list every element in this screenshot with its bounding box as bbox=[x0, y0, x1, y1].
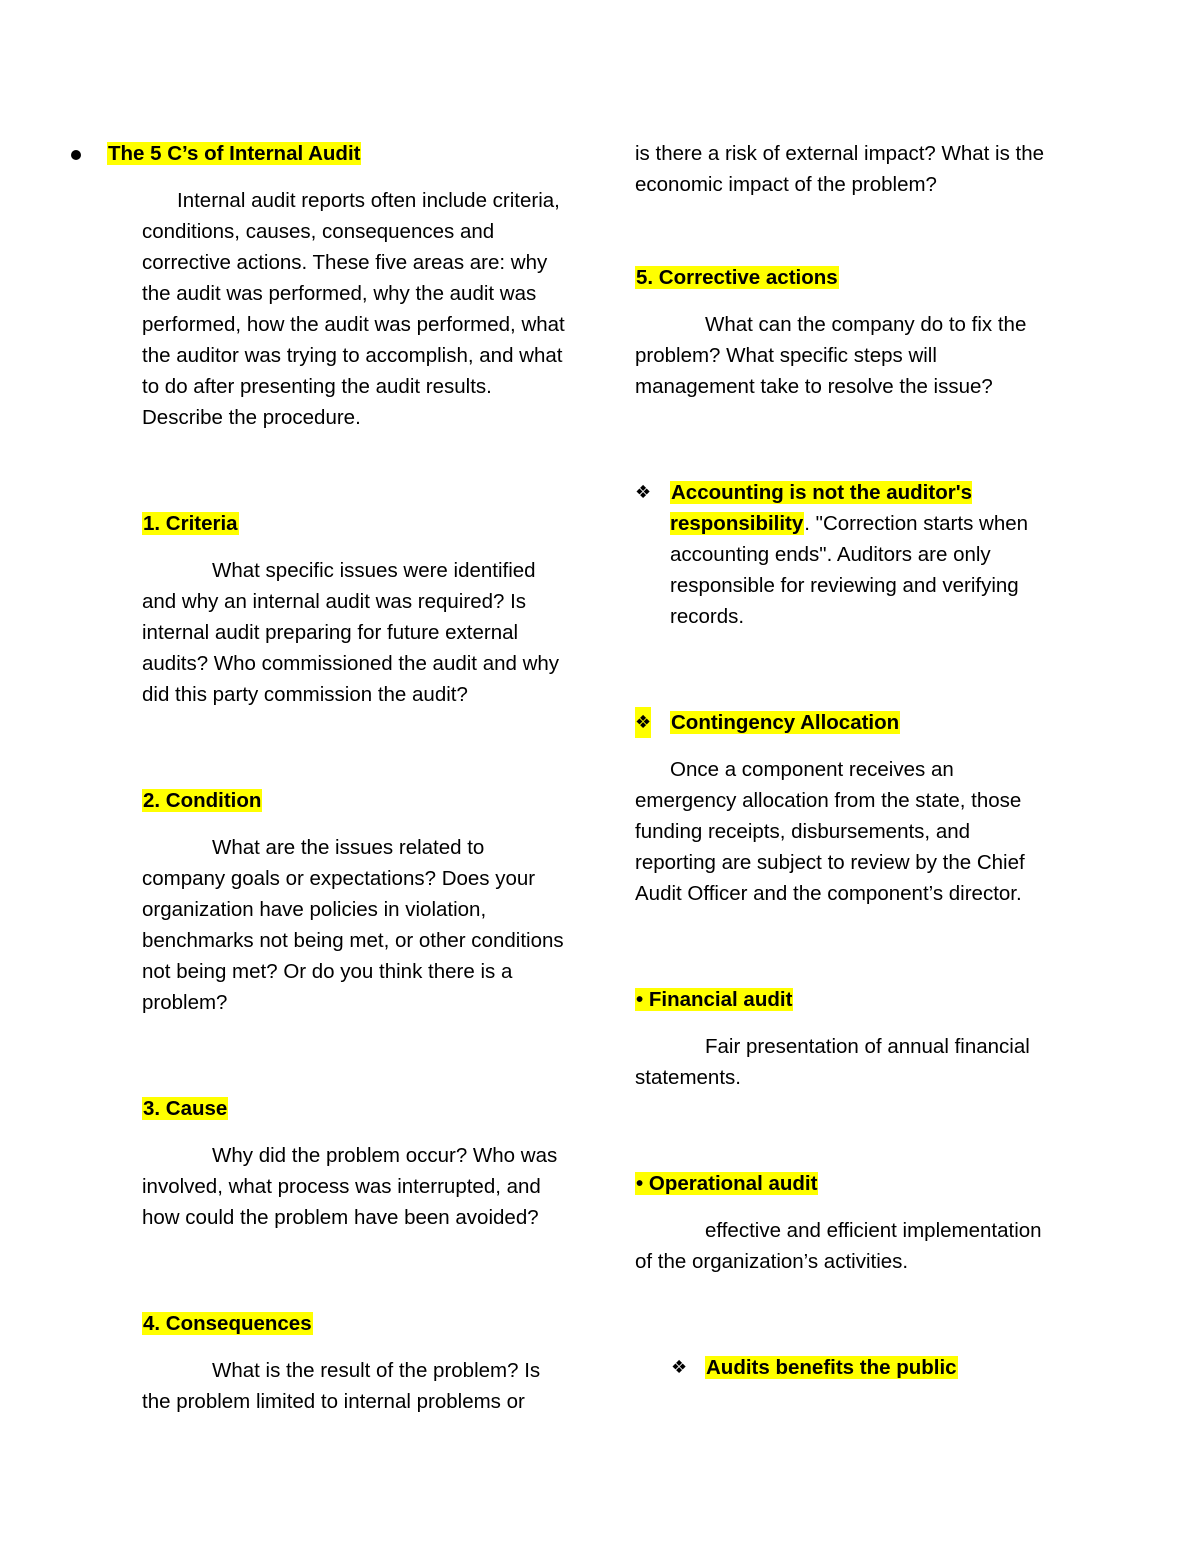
consequences-continued-paragraph: is there a risk of external impact? What is the economic impact of the problem? bbox=[635, 142, 1045, 196]
title-line bbox=[37, 138, 572, 169]
document-title: The 5 C’s of Internal Audit bbox=[108, 142, 361, 165]
diamond-outline-icon: ❖ bbox=[635, 482, 652, 502]
criteria-heading: 1. Criteria bbox=[143, 512, 238, 535]
right-column bbox=[635, 138, 1055, 1383]
contingency-paragraph: Once a component receives an emergency allocation from the state, those funding receipts, disbursements, and reporting are subject to review by the Chief Audit Officer and the component’s director. bbox=[635, 758, 1025, 905]
accounting-item bbox=[635, 477, 1055, 632]
consequences-heading-line bbox=[142, 1308, 572, 1339]
consequences-paragraph: What is the result of the problem? Is the problem limited to internal problems or bbox=[142, 1359, 541, 1413]
condition-paragraph: What are the issues related to company goals or expectations? Does your organization have policies in violation, benchmarks not being met, or other conditions not being met? Or do you think there is a problem? bbox=[142, 836, 564, 1014]
accounting-heading: Accounting is not the auditor's responsibility bbox=[670, 481, 972, 535]
corrective-heading-line bbox=[635, 262, 1055, 293]
intro-paragraph: Internal audit reports often include criteria, conditions, causes, consequences and corrective actions. These five areas are: why the audit was performed, why the audit was performed, how the audit was performed, what the auditor was trying to accomplish, and what to do after presenting the audit results. Describe the procedure. bbox=[142, 189, 565, 429]
criteria-heading-line bbox=[142, 508, 572, 539]
financial-heading-line bbox=[635, 984, 1055, 1015]
public-heading: Audits benefits the public bbox=[706, 1356, 957, 1379]
condition-heading: 2. Condition bbox=[143, 789, 262, 812]
left-column bbox=[108, 138, 572, 1417]
contingency-heading-line bbox=[635, 707, 1055, 738]
cause-heading: 3. Cause bbox=[143, 1097, 228, 1120]
operational-paragraph: effective and efficient implementation of the organization’s activities. bbox=[635, 1219, 1042, 1273]
public-heading-line bbox=[635, 1352, 1055, 1383]
consequences-heading: 4. Consequences bbox=[143, 1312, 312, 1335]
corrective-paragraph: What can the company do to fix the problem? What specific steps will management take to resolve the issue? bbox=[635, 313, 1027, 398]
cause-paragraph: Why did the problem occur? Who was involved, what process was interrupted, and how could the problem have been avoided? bbox=[142, 1144, 558, 1229]
condition-heading-line bbox=[142, 785, 572, 816]
financial-heading: • Financial audit bbox=[636, 988, 793, 1011]
financial-paragraph: Fair presentation of annual financial statements. bbox=[635, 1035, 1030, 1089]
cause-heading-line bbox=[142, 1093, 572, 1124]
operational-heading-line bbox=[635, 1168, 1055, 1199]
accounting-text: . "Correction starts when accounting ends". Auditors are only responsible for reviewing and verifying records. bbox=[670, 512, 1029, 628]
diamond-solid-icon: ❖ bbox=[671, 1357, 688, 1377]
diamond-solid-icon: ❖ bbox=[635, 707, 651, 738]
criteria-paragraph: What specific issues were identified and why an internal audit was required? Is internal audit preparing for future external audits? Who commissioned the audit and why did this party commission the audit? bbox=[142, 559, 560, 706]
contingency-heading: Contingency Allocation bbox=[671, 711, 900, 734]
operational-heading: • Operational audit bbox=[636, 1172, 818, 1195]
bullet-dot-icon bbox=[71, 150, 81, 160]
corrective-heading: 5. Corrective actions bbox=[636, 266, 838, 289]
